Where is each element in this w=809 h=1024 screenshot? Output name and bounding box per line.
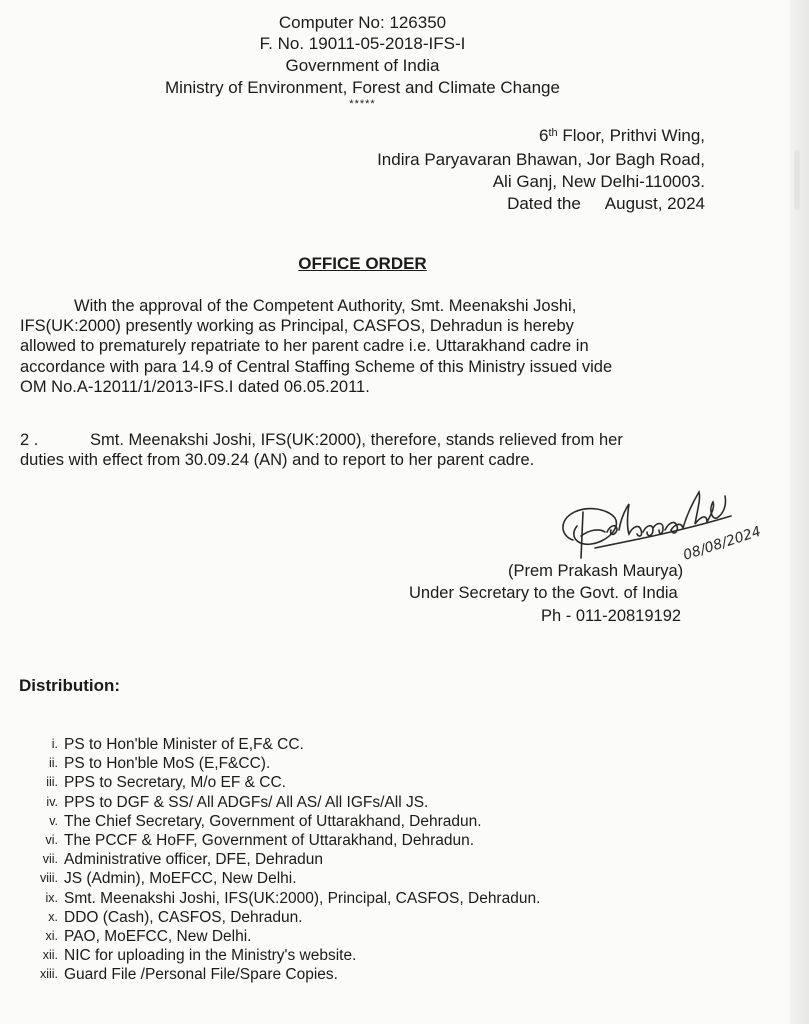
list-item-text: PS to Hon'ble MoS (E,F&CC). bbox=[64, 755, 271, 773]
list-numeral: xii. bbox=[42, 948, 58, 963]
list-item bbox=[0, 735, 700, 754]
paragraph-1-line-1: With the approval of the Competent Authority, Smt. Meenakshi Joshi, bbox=[74, 297, 577, 315]
address-line-3: Ali Ganj, New Delhi-110003. bbox=[492, 172, 705, 191]
list-item bbox=[0, 831, 700, 850]
list-numeral: viii. bbox=[39, 871, 58, 886]
paragraph-1-line-5: OM No.A-12011/1/2013-IFS.I dated 06.05.2011. bbox=[20, 377, 370, 396]
list-item-text: Administrative officer, DFE, Dehradun bbox=[64, 851, 324, 869]
dated-line bbox=[507, 193, 705, 215]
distribution-title: Distribution: bbox=[19, 676, 121, 695]
list-item bbox=[0, 946, 700, 965]
handwritten-signature bbox=[555, 478, 795, 570]
paragraph-2-line-1: Smt. Meenakshi Joshi, IFS(UK:2000), therefore, stands relieved from her bbox=[90, 431, 623, 449]
list-item-text: NIC for uploading in the Ministry's website. bbox=[64, 947, 357, 965]
header-stars: ***** bbox=[349, 98, 376, 110]
floor-suffix: th bbox=[548, 127, 558, 139]
paragraph-1-line-2: IFS(UK:2000) presently working as Principal, CASFOS, Dehradun is hereby bbox=[20, 317, 574, 336]
list-item bbox=[0, 793, 700, 812]
distribution-list bbox=[0, 735, 700, 984]
list-numeral: vii. bbox=[42, 852, 58, 867]
signatory-name: (Prem Prakash Maurya) bbox=[508, 562, 684, 580]
list-numeral: iii. bbox=[46, 775, 58, 790]
list-item-text: The PCCF & HoFF, Government of Uttarakhand, Dehradun. bbox=[64, 831, 475, 849]
dated-value: August, 2024 bbox=[604, 194, 705, 213]
signatory-designation: Under Secretary to the Govt. of India bbox=[409, 584, 678, 602]
government-name: Government of India bbox=[285, 56, 440, 75]
list-item bbox=[0, 754, 700, 773]
ministry-name: Ministry of Environment, Forest and Climate Change bbox=[165, 78, 560, 97]
list-item bbox=[0, 927, 700, 946]
paragraph-1-line-4: accordance with para 14.9 of Central Staffing Scheme of this Ministry issued vide bbox=[20, 357, 613, 376]
list-item-text: PPS to DGF & SS/ All ADGFs/ All AS/ All IGFs/All JS. bbox=[64, 793, 429, 811]
list-item bbox=[0, 908, 700, 927]
list-item bbox=[0, 850, 700, 869]
file-number: F. No. 19011-05-2018-IFS-I bbox=[259, 34, 466, 53]
scroll-indicator bbox=[794, 150, 800, 210]
paragraph-1-line-3: allowed to prematurely repatriate to her parent cadre i.e. Uttarakhand cadre in bbox=[20, 337, 589, 356]
list-numeral: ii. bbox=[48, 756, 58, 771]
list-item bbox=[0, 965, 700, 984]
list-item-text: DDO (Cash), CASFOS, Dehradun. bbox=[64, 908, 303, 926]
signature-date: 08/08/2024 bbox=[681, 523, 763, 564]
paragraph-2-number: 2 . bbox=[20, 431, 39, 449]
list-item bbox=[0, 889, 700, 908]
list-item-text: Smt. Meenakshi Joshi, IFS(UK:2000), Principal, CASFOS, Dehradun. bbox=[64, 889, 541, 907]
list-item-text: PPS to Secretary, M/o EF & CC. bbox=[64, 774, 286, 792]
list-numeral: ix. bbox=[45, 890, 58, 905]
computer-number: Computer No: 126350 bbox=[278, 13, 447, 32]
list-numeral: xiii. bbox=[39, 967, 58, 982]
list-item bbox=[0, 812, 700, 831]
paragraph-2-line-2: duties with effect from 30.09.24 (AN) and to report to her parent cadre. bbox=[20, 451, 535, 470]
list-item-text: JS (Admin), MoEFCC, New Delhi. bbox=[64, 870, 297, 888]
dated-label: Dated the bbox=[507, 194, 581, 213]
address-line-2: Indira Paryavaran Bhawan, Jor Bagh Road, bbox=[377, 150, 705, 169]
signature-scribble bbox=[555, 478, 795, 570]
list-numeral: iv. bbox=[46, 794, 58, 809]
list-item-text: Guard File /Personal File/Spare Copies. bbox=[64, 966, 338, 984]
floor-number: 6 bbox=[538, 126, 549, 145]
list-item-text: The Chief Secretary, Government of Uttarakhand, Dehradun. bbox=[64, 812, 482, 830]
signatory-phone: Ph - 011-20819192 bbox=[541, 607, 682, 625]
list-numeral: vi. bbox=[45, 832, 58, 847]
floor-rest: Floor, Prithvi Wing, bbox=[557, 126, 705, 145]
list-numeral: i. bbox=[51, 737, 58, 751]
list-item bbox=[0, 773, 700, 792]
list-item-text: PAO, MoEFCC, New Delhi. bbox=[64, 927, 252, 945]
list-item-text: PS to Hon'ble Minister of E,F& CC. bbox=[64, 736, 304, 753]
list-numeral: x. bbox=[48, 909, 58, 924]
address-line-1 bbox=[539, 125, 705, 147]
paragraph-2 bbox=[20, 430, 704, 470]
list-item bbox=[0, 869, 700, 888]
paragraph-1 bbox=[20, 296, 704, 397]
list-numeral: xi. bbox=[45, 928, 58, 943]
order-title: OFFICE ORDER bbox=[298, 254, 427, 273]
list-numeral: v. bbox=[49, 813, 58, 828]
